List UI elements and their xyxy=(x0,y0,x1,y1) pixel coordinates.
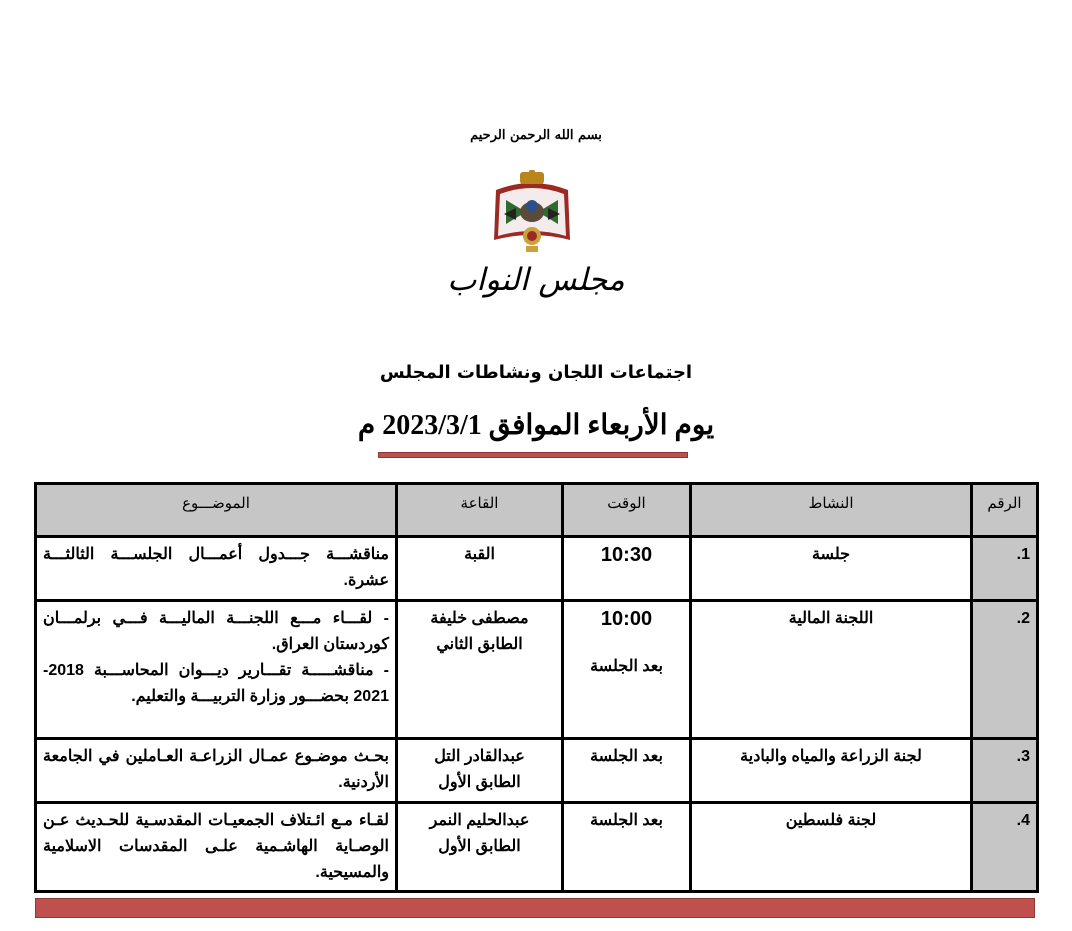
row-time xyxy=(563,803,691,892)
header-topic: الموضـــوع xyxy=(36,484,397,537)
row-topic xyxy=(36,739,397,803)
jordan-coat-of-arms-icon xyxy=(486,170,578,256)
row-hall-name: عبدالقادر التل xyxy=(434,748,525,765)
row-number: 1. xyxy=(972,537,1038,601)
row-hall xyxy=(397,601,563,739)
row-hall-floor: الطابق الثاني xyxy=(436,636,523,653)
header-activity: النشاط xyxy=(691,484,972,537)
row-time xyxy=(563,739,691,803)
row-hall-name: عبدالحليم النمر xyxy=(429,812,530,829)
table-row xyxy=(36,803,1038,892)
row-time xyxy=(563,537,691,601)
row-time-primary: 10:00 xyxy=(600,608,653,630)
header-time: الوقت xyxy=(563,484,691,537)
row-activity: اللجنة المالية xyxy=(691,601,972,739)
table-row xyxy=(36,601,1038,739)
title-underline-bar xyxy=(378,452,688,458)
row-time-primary: بعد الجلسة xyxy=(590,812,663,829)
date-heading: يوم الأربعاء الموافق 2023/3/1 م xyxy=(357,410,715,441)
row-hall-name: مصطفى خليفة xyxy=(430,610,529,627)
row-number: 3. xyxy=(972,739,1038,803)
table-row xyxy=(36,537,1038,601)
row-topic xyxy=(36,803,397,892)
row-hall xyxy=(397,803,563,892)
table-row xyxy=(36,739,1038,803)
row-activity: جلسة xyxy=(691,537,972,601)
row-topic-line: - مناقشـــــة تقـــارير ديـــوان المحاســـبة 2018-2021 بحضـــور وزارة التربيـــة والتعليم. xyxy=(43,662,389,705)
row-time-primary: بعد الجلسة xyxy=(590,748,663,765)
row-topic xyxy=(36,601,397,739)
row-time xyxy=(563,601,691,739)
footer-bar xyxy=(35,898,1035,918)
header-hall: القاعة xyxy=(397,484,563,537)
row-hall xyxy=(397,537,563,601)
row-time-secondary: بعد الجلسة xyxy=(590,658,663,675)
table-header-row xyxy=(36,484,1038,537)
row-time-primary: 10:30 xyxy=(600,544,653,566)
row-topic-line: لقـاء مـع ائـتلاف الجمعيـات المقدسـية للحـديث عـن الوصـاية الهاشـمية علـى المقدسات الاسلامية والمسيحية. xyxy=(43,812,389,881)
header-number: الرقم xyxy=(972,484,1038,537)
row-topic-line: مناقشـــة جـــدول أعمـــال الجلســـة الثالثـــة عشرة. xyxy=(43,546,389,589)
schedule-table xyxy=(34,482,1039,893)
row-hall-name: القبة xyxy=(464,546,495,563)
row-topic xyxy=(36,537,397,601)
row-hall xyxy=(397,739,563,803)
row-hall-floor: الطابق الأول xyxy=(438,774,521,791)
parliament-logo-text: مجلس النواب xyxy=(447,262,625,298)
row-topic-line: بحـث موضـوع عمـال الزراعـة العـاملين في الجامعة الأردنية. xyxy=(43,748,389,791)
row-topic-line: - لقـــاء مـــع اللجنـــة الماليـــة فـــي برلمـــان كوردستان العراق. xyxy=(43,610,389,653)
row-hall-floor: الطابق الأول xyxy=(438,838,521,855)
row-number: 4. xyxy=(972,803,1038,892)
row-activity: لجنة الزراعة والمياه والبادية xyxy=(691,739,972,803)
page-title: اجتماعات اللجان ونشاطات المجلس xyxy=(379,362,693,383)
basmala: بسم الله الرحمن الرحيم xyxy=(470,128,602,143)
row-activity: لجنة فلسطين xyxy=(691,803,972,892)
row-number: 2. xyxy=(972,601,1038,739)
